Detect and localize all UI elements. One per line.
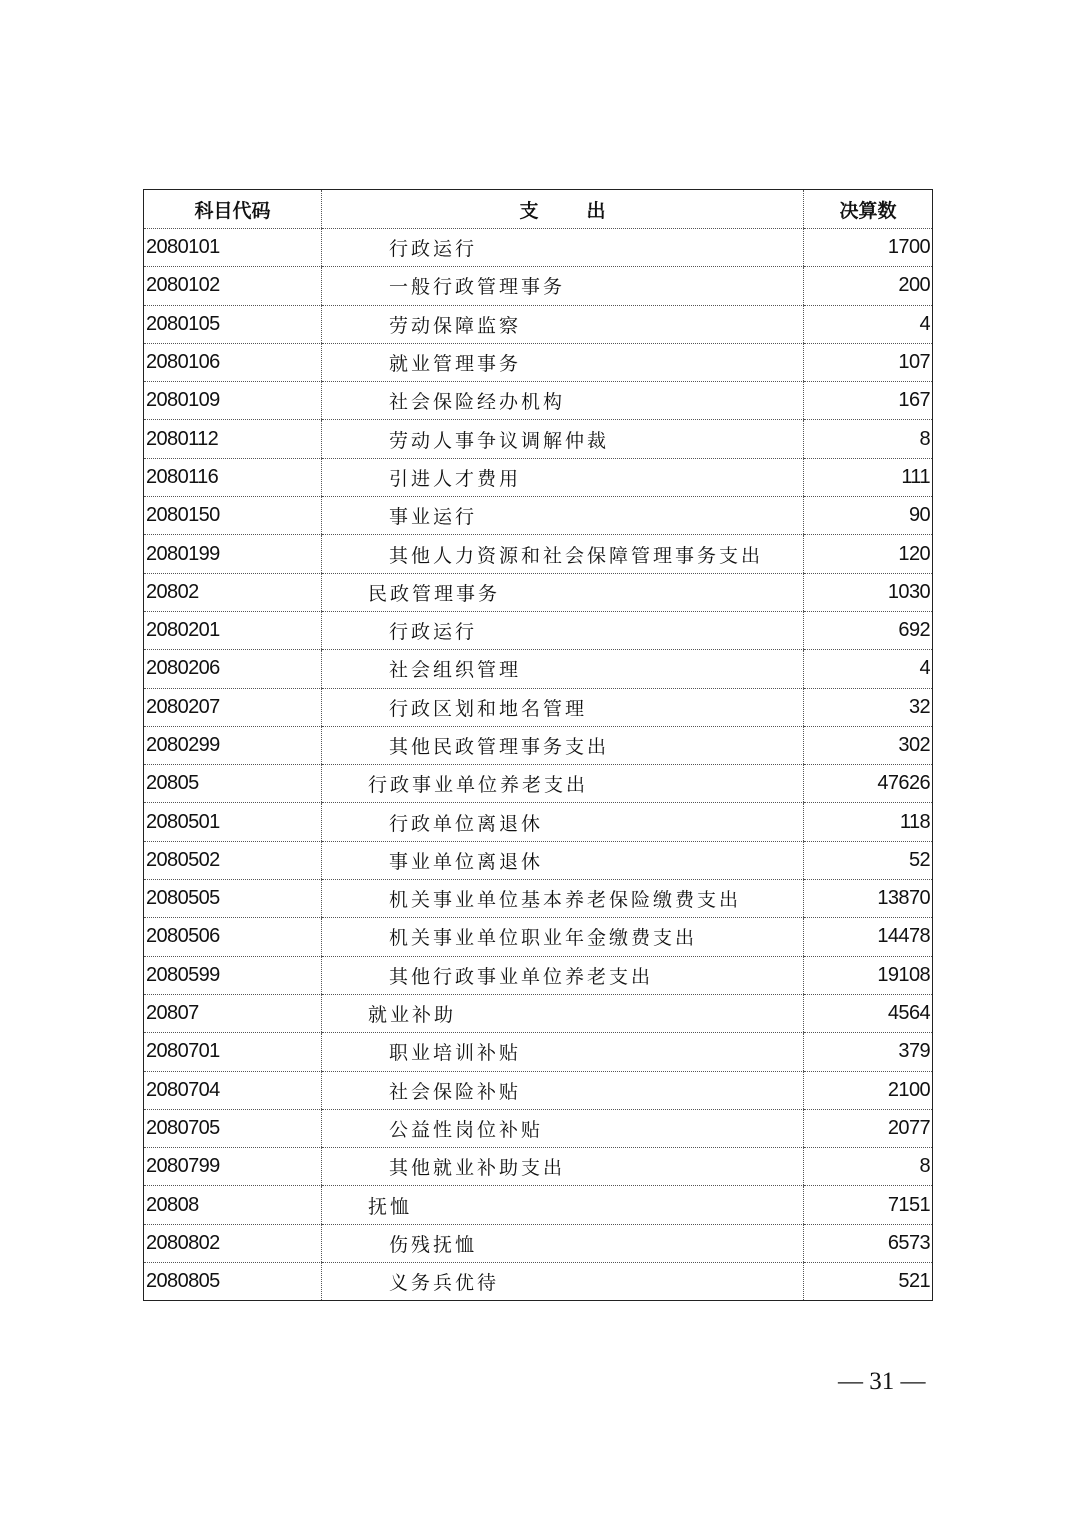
table-row xyxy=(144,650,933,688)
row-code: 2080705 xyxy=(144,1109,322,1147)
row-amount: 4564 xyxy=(804,994,933,1032)
row-item-name: 民政管理事务 xyxy=(322,573,804,611)
table-row xyxy=(144,573,933,611)
header-amount: 决算数 xyxy=(804,190,933,229)
row-amount: 14478 xyxy=(804,918,933,956)
header-code: 科目代码 xyxy=(144,190,322,229)
row-item-name: 行政单位离退休 xyxy=(322,803,804,841)
row-code: 2080112 xyxy=(144,420,322,458)
row-code: 2080206 xyxy=(144,650,322,688)
row-item-name: 一般行政管理事务 xyxy=(322,267,804,305)
table-row xyxy=(144,1263,933,1301)
row-code: 2080102 xyxy=(144,267,322,305)
row-item-name: 社会保险经办机构 xyxy=(322,382,804,420)
table-row xyxy=(144,497,933,535)
row-amount: 13870 xyxy=(804,880,933,918)
row-amount: 7151 xyxy=(804,1186,933,1224)
table-row xyxy=(144,918,933,956)
table-row xyxy=(144,765,933,803)
table-row xyxy=(144,1224,933,1262)
row-amount: 8 xyxy=(804,1148,933,1186)
row-amount: 107 xyxy=(804,343,933,381)
table-row xyxy=(144,994,933,1032)
row-code: 2080299 xyxy=(144,726,322,764)
row-item-name: 行政运行 xyxy=(322,229,804,267)
row-item-name: 事业单位离退休 xyxy=(322,841,804,879)
table-row xyxy=(144,267,933,305)
row-amount: 4 xyxy=(804,305,933,343)
row-item-name: 伤残抚恤 xyxy=(322,1224,804,1262)
row-code: 2080599 xyxy=(144,956,322,994)
row-code: 2080805 xyxy=(146,1270,220,1293)
row-item-name: 公益性岗位补贴 xyxy=(322,1109,804,1147)
row-amount: 521 xyxy=(804,1263,933,1301)
row-amount: 379 xyxy=(804,1033,933,1071)
table-row xyxy=(144,1186,933,1224)
row-amount: 111 xyxy=(804,458,933,496)
row-amount: 8 xyxy=(804,420,933,458)
row-amount: 2077 xyxy=(804,1109,933,1147)
row-amount: 302 xyxy=(804,726,933,764)
row-amount: 120 xyxy=(804,535,933,573)
row-item-name: 劳动保障监察 xyxy=(322,305,804,343)
row-item-name: 行政事业单位养老支出 xyxy=(322,765,804,803)
row-item-name: 其他行政事业单位养老支出 xyxy=(322,956,804,994)
table-row xyxy=(144,803,933,841)
table-row xyxy=(144,458,933,496)
table-header-row xyxy=(144,190,933,229)
row-code: 2080506 xyxy=(144,918,322,956)
row-code: 20807 xyxy=(144,994,322,1032)
row-code: 2080207 xyxy=(144,688,322,726)
row-amount: 692 xyxy=(804,611,933,649)
row-code: 20808 xyxy=(144,1186,322,1224)
row-item-name: 抚恤 xyxy=(322,1186,804,1224)
table-row xyxy=(144,305,933,343)
row-item-name: 义务兵优待 xyxy=(322,1263,804,1301)
table-row xyxy=(144,420,933,458)
row-item-name: 行政区划和地名管理 xyxy=(322,688,804,726)
table-row xyxy=(144,726,933,764)
row-code: 2080799 xyxy=(144,1148,322,1186)
row-item-name: 职业培训补贴 xyxy=(322,1033,804,1071)
row-code: 2080116 xyxy=(144,458,322,496)
row-amount: 2100 xyxy=(804,1071,933,1109)
row-code: 2080109 xyxy=(144,382,322,420)
row-amount: 1700 xyxy=(804,229,933,267)
row-item-name: 其他就业补助支出 xyxy=(322,1148,804,1186)
header-expenditure-label: 支出 xyxy=(519,199,654,222)
table-body xyxy=(144,229,933,1301)
table-row xyxy=(144,688,933,726)
row-item-name: 机关事业单位基本养老保险缴费支出 xyxy=(322,880,804,918)
row-code: 2080106 xyxy=(144,343,322,381)
row-code: 2080101 xyxy=(144,229,322,267)
row-item-name: 就业补助 xyxy=(322,994,804,1032)
row-amount: 90 xyxy=(804,497,933,535)
row-code: 2080201 xyxy=(144,611,322,649)
row-item-name: 劳动人事争议调解仲裁 xyxy=(322,420,804,458)
row-code: 2080701 xyxy=(144,1033,322,1071)
table-row xyxy=(144,382,933,420)
row-item-name: 社会组织管理 xyxy=(322,650,804,688)
row-amount: 52 xyxy=(804,841,933,879)
row-item-name: 其他人力资源和社会保障管理事务支出 xyxy=(322,535,804,573)
table-row xyxy=(144,1109,933,1147)
row-code: 20802 xyxy=(144,573,322,611)
row-code: 2080704 xyxy=(144,1071,322,1109)
row-amount: 118 xyxy=(804,803,933,841)
table-row xyxy=(144,343,933,381)
table-row xyxy=(144,1033,933,1071)
row-code: 20805 xyxy=(144,765,322,803)
row-item-name: 就业管理事务 xyxy=(322,343,804,381)
table-row xyxy=(144,1071,933,1109)
row-code: 2080802 xyxy=(144,1224,322,1262)
row-item-name: 行政运行 xyxy=(322,611,804,649)
row-amount: 6573 xyxy=(804,1224,933,1262)
table-row xyxy=(144,880,933,918)
table-row xyxy=(144,535,933,573)
row-amount: 200 xyxy=(804,267,933,305)
row-amount: 47626 xyxy=(804,765,933,803)
row-amount: 4 xyxy=(804,650,933,688)
table-row xyxy=(144,956,933,994)
table-row xyxy=(144,229,933,267)
row-code: 2080199 xyxy=(144,535,322,573)
table-row xyxy=(144,1148,933,1186)
row-code: 2080502 xyxy=(144,841,322,879)
row-amount: 167 xyxy=(804,382,933,420)
row-amount: 19108 xyxy=(804,956,933,994)
row-code: 2080105 xyxy=(144,305,322,343)
row-item-name: 机关事业单位职业年金缴费支出 xyxy=(322,918,804,956)
row-item-name: 社会保险补贴 xyxy=(322,1071,804,1109)
row-code: 2080150 xyxy=(144,497,322,535)
row-item-name: 其他民政管理事务支出 xyxy=(322,726,804,764)
row-amount: 1030 xyxy=(804,573,933,611)
expenditure-table xyxy=(143,189,933,1301)
row-item-name: 事业运行 xyxy=(322,497,804,535)
header-expenditure xyxy=(322,190,804,229)
row-item-name: 引进人才费用 xyxy=(322,458,804,496)
row-code: 2080505 xyxy=(144,880,322,918)
table-row xyxy=(144,841,933,879)
row-amount: 32 xyxy=(804,688,933,726)
row-code: 2080501 xyxy=(144,803,322,841)
page-number: — 31 — xyxy=(838,1368,926,1395)
table-row xyxy=(144,611,933,649)
